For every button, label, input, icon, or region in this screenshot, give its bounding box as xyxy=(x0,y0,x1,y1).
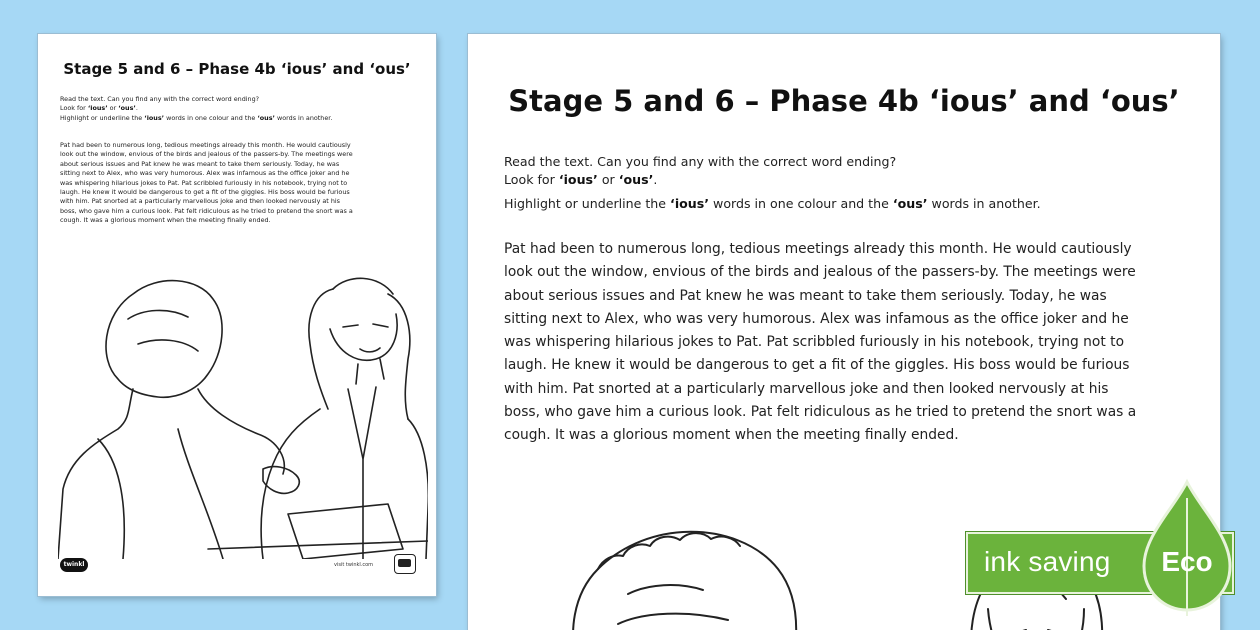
eco-drop-icon xyxy=(1138,478,1236,618)
small-story-line: boss, who gave him a curious look. Pat felt ridiculous as he tried to pretend the snort was a xyxy=(60,206,353,215)
story-line: sitting next to Alex, who was very humorous. Alex was infamous as the office joker and he xyxy=(504,310,1129,327)
small-instruction-line-3: Highlight or underline the ‘ious’ words in one colour and the ‘ous’ words in another. xyxy=(60,114,333,123)
footer-url: visit twinkl.com xyxy=(334,562,374,568)
meeting-illustration-small xyxy=(58,259,428,559)
small-story-line: laugh. He knew it would be dangerous to get a fit of the giggles. His boss would be furious xyxy=(60,188,350,197)
instructions xyxy=(504,153,1204,213)
small-page-title: Stage 5 and 6 – Phase 4b ‘ious’ and ‘ous’ xyxy=(63,60,411,78)
story-line: about serious issues and Pat knew he was meant to take them seriously. Today, he was xyxy=(504,287,1107,304)
story-line: cough. It was a glorious moment when the meeting finally ended. xyxy=(504,427,959,444)
small-story-line: cough. It was a glorious moment when the meeting finally ended. xyxy=(60,216,271,225)
twinkl-logo: twinkl xyxy=(60,558,88,572)
small-instruction-line-1: Read the text. Can you find any with the correct word ending? xyxy=(60,95,260,103)
small-story-line: was whispering hilarious jokes to Pat. Pat scribbled furiously in his notebook, trying not to xyxy=(60,178,348,187)
instruction-line-2: Look for ‘ious’ or ‘ous’. xyxy=(504,172,658,187)
small-story-line: Pat had been to numerous long, tedious meetings already this month. He would cautiously xyxy=(60,141,351,149)
story-line: Pat had been to numerous long, tedious meetings already this month. He would cautiously xyxy=(504,241,1132,257)
quality-badge-icon xyxy=(394,554,416,574)
small-story-line: look out the window, envious of the birds and jealous of the passers-by. The meetings were xyxy=(60,150,353,159)
instruction-line-1: Read the text. Can you find any with the correct word ending? xyxy=(504,154,897,169)
eco-label: Eco xyxy=(1161,546,1213,577)
instruction-line-3: Highlight or underline the ‘ious’ words in one colour and the ‘ous’ words in another. xyxy=(504,196,1041,211)
story-line: was whispering hilarious jokes to Pat. Pat scribbled furiously in his notebook, trying not to xyxy=(504,334,1125,351)
small-story-line: about serious issues and Pat knew he was meant to take them seriously. Today, he was xyxy=(60,159,340,168)
story-line: look out the window, envious of the birds and jealous of the passers-by. The meetings were xyxy=(504,264,1136,281)
story-line: boss, who gave him a curious look. Pat felt ridiculous as he tried to pretend the snort was a xyxy=(504,404,1137,421)
small-instruction-line-2: Look for ‘ious’ or ‘ous’. xyxy=(60,103,138,112)
worksheet-preview-small[interactable] xyxy=(38,34,436,596)
page-title: Stage 5 and 6 – Phase 4b ‘ious’ and ‘ous’ xyxy=(508,84,1180,118)
small-instructions xyxy=(60,95,420,123)
story-line: with him. Pat snorted at a particularly marvellous joke and then looked nervously at his xyxy=(504,380,1109,397)
story-text xyxy=(504,238,1194,448)
small-story-text xyxy=(60,141,422,226)
story-line: laugh. He knew it would be dangerous to get a fit of the giggles. His boss would be furious xyxy=(504,357,1130,374)
ink-saving-label: ink saving xyxy=(984,546,1111,577)
small-story-line: sitting next to Alex, who was very humorous. Alex was infamous as the office joker and he xyxy=(60,169,350,178)
small-story-line: with him. Pat snorted at a particularly marvellous joke and then looked nervously at his xyxy=(60,197,340,206)
